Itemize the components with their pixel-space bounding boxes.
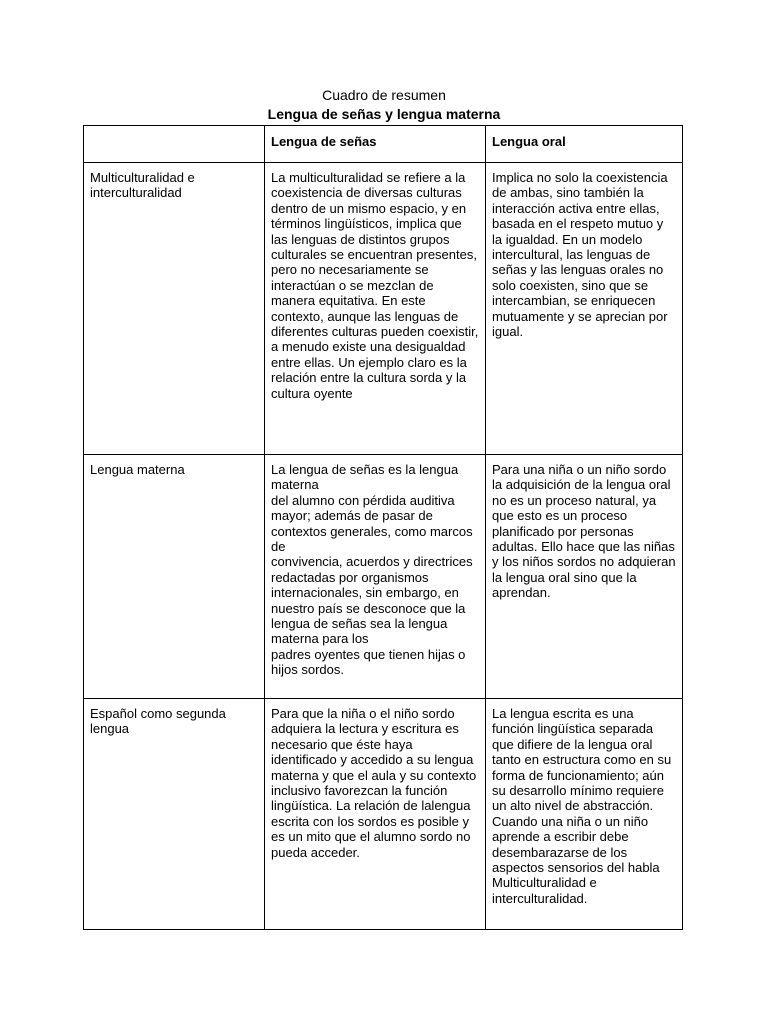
cell-text-line: padres oyentes que tienen hijas o hijos sordos. bbox=[271, 646, 466, 678]
cell-oral-language: La lengua escrita es una función lingüística separada que difiere de la lengua oral tanto en estructura como en su forma de funcionamiento; aún su desarrollo mínimo requiere un alto nivel de abstracción. Cuando una niña o un niño aprende a escribir debe desembarazarse de los aspectos sensorios del habla Multiculturalidad e interculturalidad. bbox=[486, 699, 683, 930]
document-subtitle: Lengua de señas y lengua materna bbox=[267, 106, 501, 122]
cell-sign-language bbox=[265, 699, 486, 930]
document-title-block bbox=[0, 86, 768, 124]
header-cell-oral-language: Lengua oral bbox=[486, 126, 683, 163]
cell-text-line: convivencia, acuerdos y directrices redactadas por organismos internacionales, sin embargo, en nuestro país se desconoce que la lengua de señas sea la lengua materna para los bbox=[271, 554, 473, 647]
cell-oral-language: Para una niña o un niño sordo la adquisición de la lengua oral no es un proceso natural, ya que esto es un proceso planificado por personas adultas. Ello hace que las niñas y los niños sordos no adquieran la lengua oral sino que la aprendan. bbox=[486, 455, 683, 699]
table-row bbox=[84, 163, 683, 455]
summary-table bbox=[83, 125, 683, 930]
header-cell-sign-language: Lengua de señas bbox=[265, 126, 486, 163]
header-cell-empty bbox=[84, 126, 265, 163]
cell-oral-language: Implica no solo la coexistencia de ambas, sino también la interacción activa entre ellas, basada en el respeto mutuo y la igualdad. En un modelo intercultural, las lenguas de señas y las lenguas orales no solo coexisten, sino que se intercambian, se enriquecen mutuamente y se aprecian por igual. bbox=[486, 163, 683, 455]
table-row bbox=[84, 455, 683, 699]
row-label-lengua-materna: Lengua materna bbox=[84, 455, 265, 699]
table-header-row bbox=[84, 126, 683, 163]
cell-text-line: del alumno con pérdida auditiva mayor; además de pasar de contextos generales, como marcos de bbox=[271, 492, 473, 555]
cell-sign-language bbox=[265, 455, 486, 699]
cell-text-line: Para que la niña o el niño sordo adquiera la lectura y escritura es necesario que éste haya identificado y accedido a su lengua bbox=[271, 706, 474, 768]
row-label-multiculturalidad: Multiculturalidad e interculturalidad bbox=[84, 163, 265, 455]
cell-sign-language: La multiculturalidad se refiere a la coexistencia de diversas culturas dentro de un mismo espacio, y en términos lingüísticos, implica que las lenguas de distintos grupos culturales se encuentran presentes, pero no necesariamente se interactúan o se mezclan de manera equitativa. En este contexto, aunque las lenguas de diferentes culturas pueden coexistir, a menudo existe una desigualdad entre ellas. Un ejemplo claro es la relación entre la cultura sorda y la cultura oyente bbox=[265, 163, 486, 455]
row-label-espanol-segunda-lengua: Español como segunda lengua bbox=[84, 699, 265, 930]
cell-text-line: materna y que el aula y su contexto inclusivo favorezcan la función lingüística. La relación de lalengua escrita con los sordos es posible y es un mito que el alumno sordo no pueda acceder. bbox=[271, 767, 477, 860]
table-row bbox=[84, 699, 683, 930]
document-title: Cuadro de resumen bbox=[322, 87, 446, 103]
cell-text-line: La lengua de señas es la lengua materna bbox=[271, 462, 459, 493]
